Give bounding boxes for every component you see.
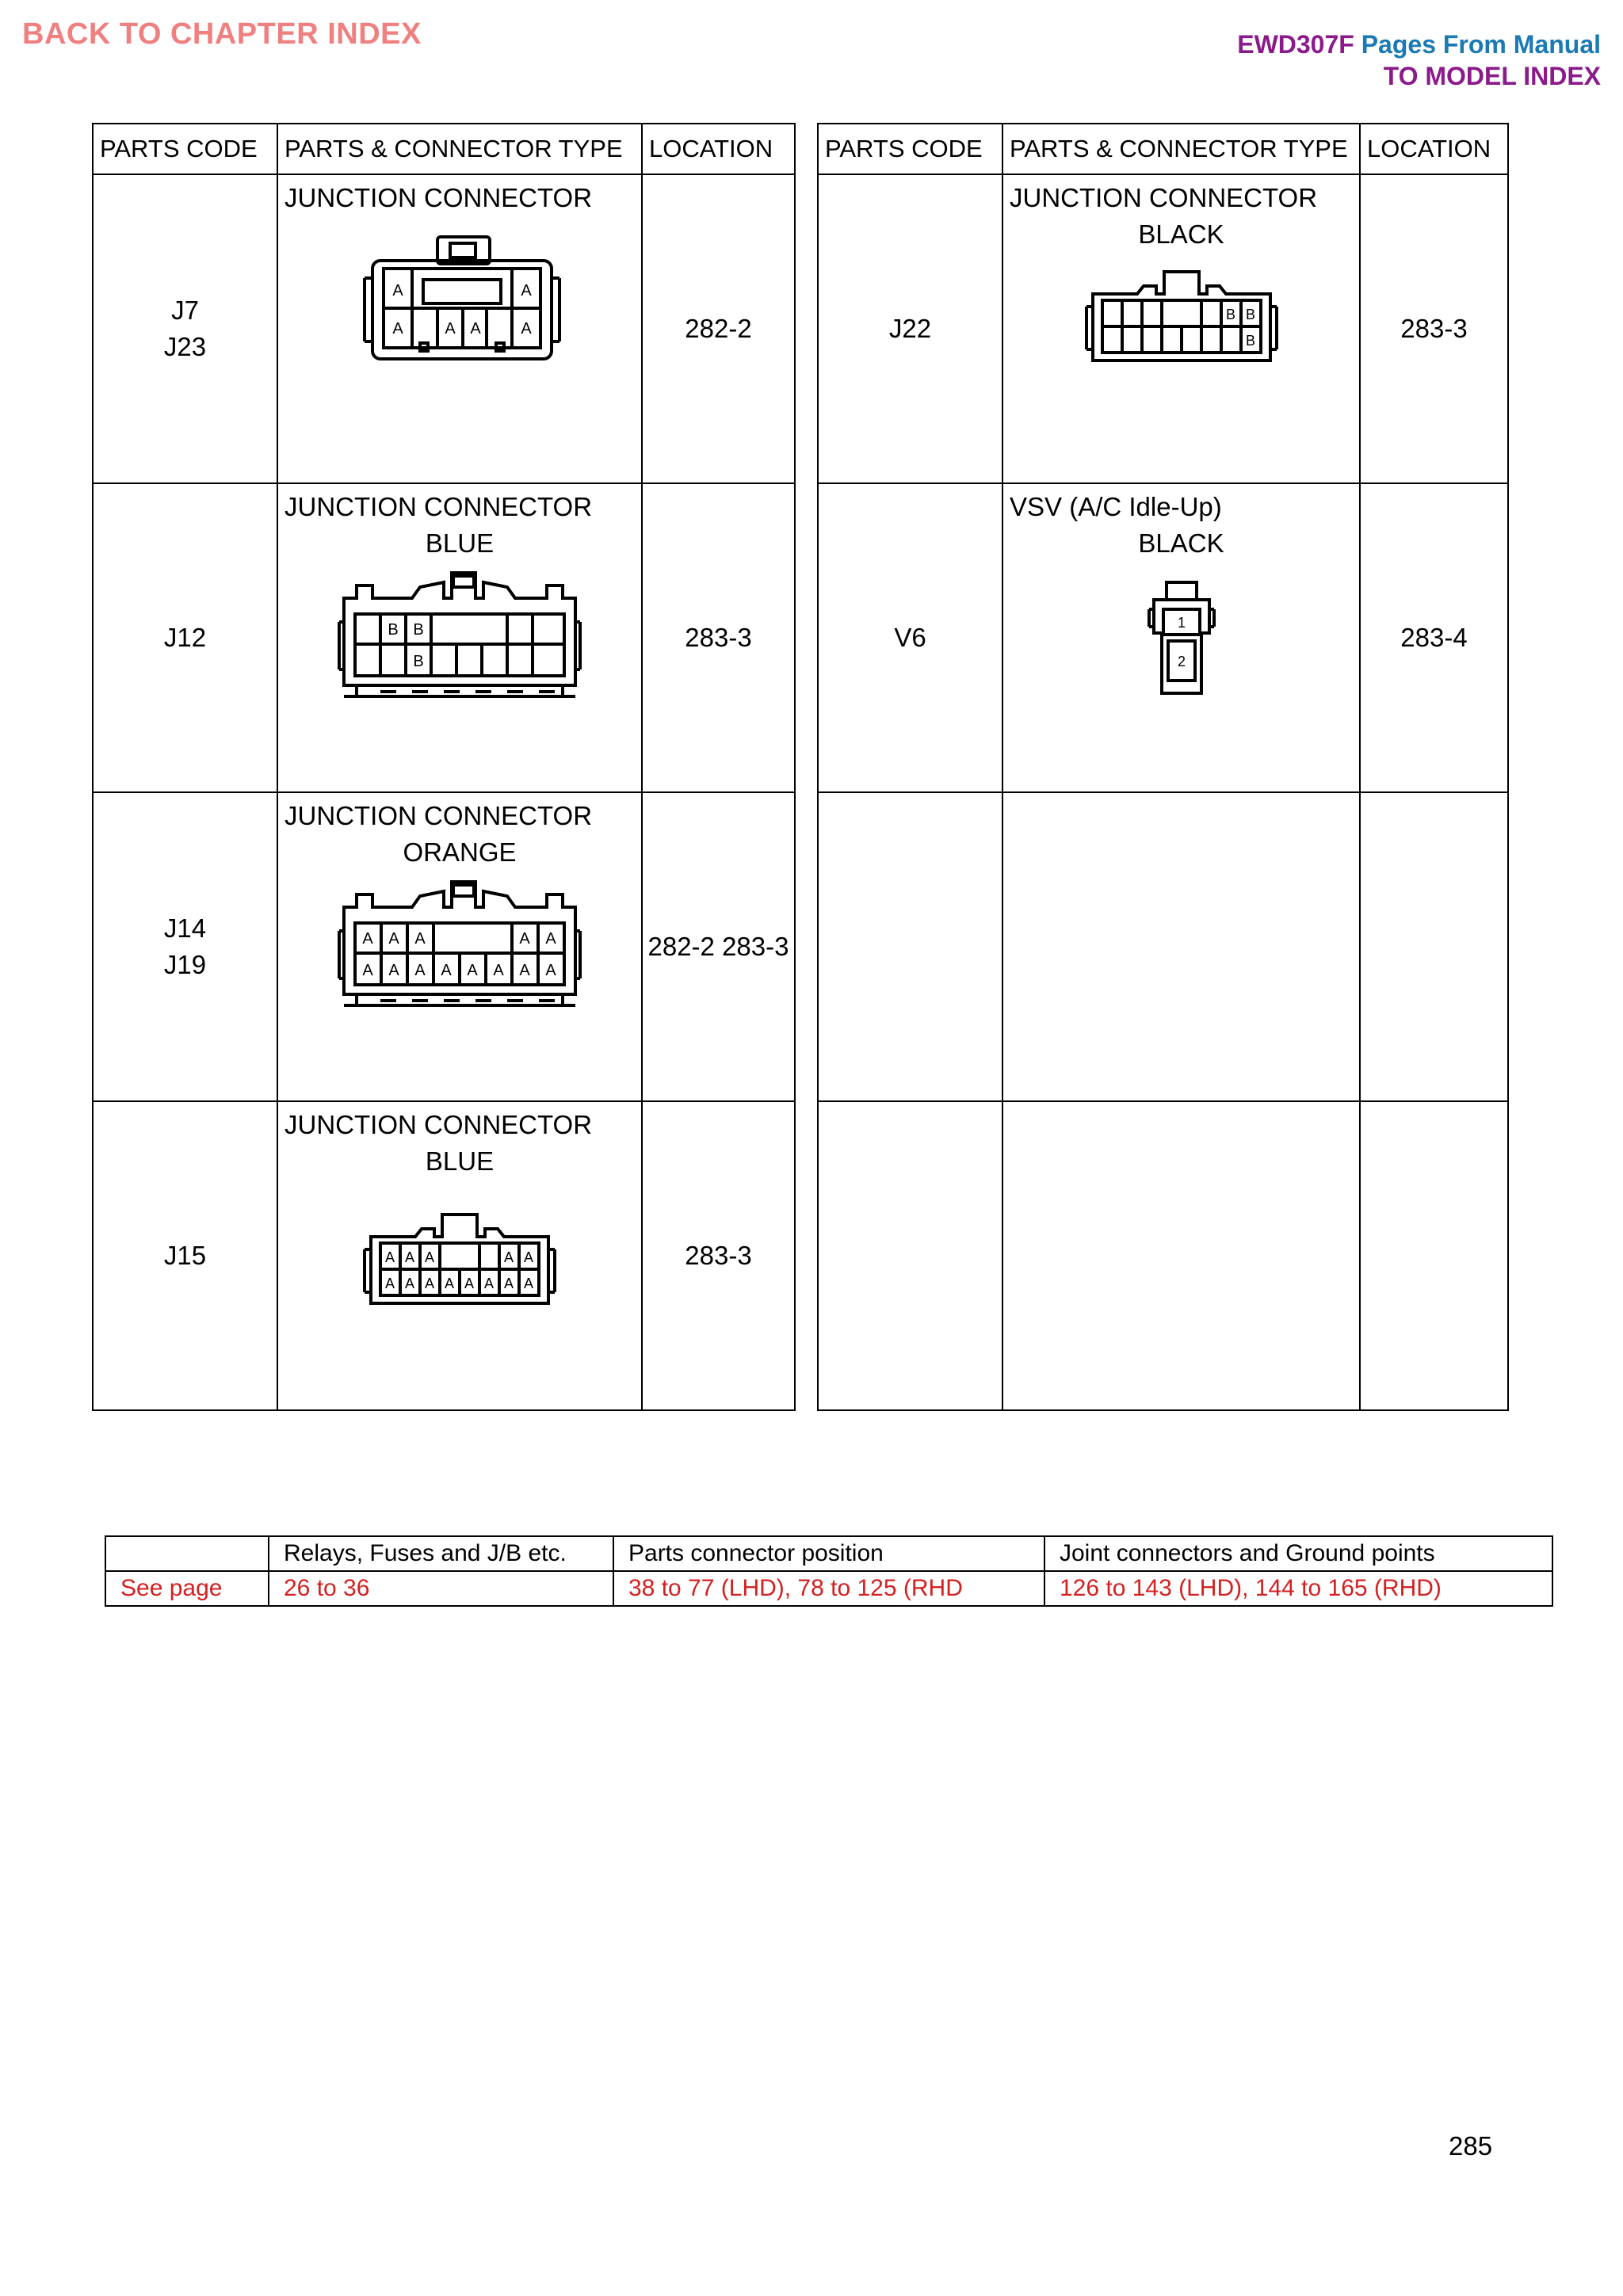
parts-code-cell: [93, 1101, 277, 1410]
pin-label: A: [388, 962, 399, 979]
connector-color: BLUE: [425, 1146, 495, 1176]
pin-label: A: [519, 930, 530, 948]
pin-label: A: [392, 320, 403, 338]
col-header-parts-type: PARTS & CONNECTOR TYPE: [277, 124, 642, 174]
pin-label: A: [414, 930, 426, 948]
pin-label: A: [362, 930, 373, 948]
pin-label: A: [493, 962, 504, 979]
see-page-link-parts-position[interactable]: 38 to 77 (LHD), 78 to 125 (RHD: [613, 1571, 1044, 1606]
pin-label: A: [444, 1276, 455, 1291]
see-page-label: See page: [105, 1571, 269, 1606]
parts-code: J14: [163, 913, 207, 943]
col-header-parts-type: PARTS & CONNECTOR TYPE: [1002, 124, 1360, 174]
location-cell: [1360, 1101, 1508, 1410]
col-header-location: LOCATION: [1360, 124, 1508, 174]
connector-blue-a-drawing: [357, 1210, 563, 1313]
pages-from-manual-link[interactable]: Pages From Manual: [1361, 30, 1601, 59]
pin-label: A: [424, 1276, 435, 1291]
pin-label: A: [521, 320, 532, 338]
connector-type: JUNCTION CONNECTOR: [285, 1110, 593, 1139]
pin-label: A: [404, 1276, 415, 1291]
pin-label: 2: [1177, 654, 1186, 669]
parts-code-cell: [93, 174, 277, 483]
table-row: [818, 1101, 1508, 1410]
parts-type-cell: [1002, 483, 1360, 792]
pin-label: A: [404, 1249, 415, 1265]
pin-label: B: [1245, 307, 1255, 322]
pin-label: B: [388, 621, 399, 639]
header-right: [1237, 29, 1601, 92]
location-cell: 282-2 283-3: [642, 792, 795, 1101]
location-cell: 283-3: [1360, 174, 1508, 483]
to-model-index-link[interactable]: TO MODEL INDEX: [1383, 62, 1601, 90]
parts-code-cell: [818, 174, 1002, 483]
pin-label: A: [521, 282, 532, 299]
see-page-header: Parts connector position: [613, 1536, 1044, 1571]
table-row: [818, 483, 1508, 792]
see-page-header-row: [105, 1536, 1552, 1571]
table-row: [818, 792, 1508, 1101]
connector-color: BLACK: [1138, 219, 1224, 249]
connector-color: BLUE: [425, 528, 495, 558]
col-header-parts-code: PARTS CODE: [93, 124, 277, 174]
location-cell: [1360, 792, 1508, 1101]
pin-label: A: [523, 1276, 534, 1291]
parts-code-cell: [818, 483, 1002, 792]
manual-code: EWD307F: [1237, 30, 1354, 59]
connector-type: JUNCTION CONNECTOR: [1010, 183, 1318, 212]
parts-code: J15: [163, 1241, 207, 1270]
connector-color: BLACK: [1138, 528, 1224, 558]
parts-type-cell: [277, 1101, 642, 1410]
parts-code: V6: [894, 623, 926, 652]
see-page-link-relays[interactable]: 26 to 36: [269, 1571, 613, 1606]
connector-2pin-drawing: [1146, 578, 1217, 704]
back-to-chapter-index-link[interactable]: BACK TO CHAPTER INDEX: [22, 17, 422, 51]
pin-label: A: [545, 962, 556, 979]
pin-label: A: [470, 320, 481, 338]
pin-label: A: [503, 1249, 514, 1265]
col-header-parts-code: PARTS CODE: [818, 124, 1002, 174]
location-cell: 283-4: [1360, 483, 1508, 792]
table-row: [93, 1101, 795, 1410]
see-page-header: Relays, Fuses and J/B etc.: [269, 1536, 613, 1571]
parts-type-cell: [277, 483, 642, 792]
page-number: 285: [1449, 2131, 1493, 2161]
pin-label: A: [503, 1276, 514, 1291]
pin-label: A: [414, 962, 426, 979]
see-page-header: [105, 1536, 269, 1571]
see-page-header: Joint connectors and Ground points: [1044, 1536, 1552, 1571]
pin-label: A: [384, 1249, 395, 1265]
location-cell: 283-3: [642, 1101, 795, 1410]
connector-type: JUNCTION CONNECTOR: [285, 801, 593, 830]
pin-label: A: [467, 962, 478, 979]
table-row: [93, 174, 795, 483]
pin-label: B: [1225, 307, 1235, 322]
table-row: [818, 174, 1508, 483]
parts-code: J12: [163, 623, 207, 652]
connector-type: JUNCTION CONNECTOR: [285, 492, 593, 521]
connector-8pin-drawing: [357, 231, 563, 373]
parts-type-cell: [1002, 792, 1360, 1101]
connector-color: ORANGE: [403, 837, 517, 867]
parts-type-cell: [277, 174, 642, 483]
connector-black-b-drawing: [1079, 267, 1285, 370]
see-page-link-joint-connectors[interactable]: 126 to 143 (LHD), 144 to 165 (RHD): [1044, 1571, 1552, 1606]
parts-code: J23: [163, 332, 207, 361]
pin-label: A: [483, 1276, 495, 1291]
parts-code: J19: [163, 950, 207, 979]
connector-blue-b-drawing: [333, 566, 586, 709]
parts-type-cell: [277, 792, 642, 1101]
pin-label: A: [464, 1276, 475, 1291]
pin-label: A: [523, 1249, 534, 1265]
parts-type-cell: [1002, 174, 1360, 483]
parts-type-cell: [1002, 1101, 1360, 1410]
table-row: [93, 483, 795, 792]
right-parts-table: [817, 123, 1509, 1411]
location-cell: 282-2: [642, 174, 795, 483]
parts-code: J7: [171, 296, 199, 325]
col-header-location: LOCATION: [642, 124, 795, 174]
pin-label: A: [519, 962, 530, 979]
left-parts-table: [92, 123, 796, 1411]
pin-label: B: [1245, 333, 1255, 349]
pin-label: A: [545, 930, 556, 948]
pin-label: A: [392, 282, 403, 299]
pin-label: A: [445, 320, 456, 338]
connector-type: VSV (A/C Idle-Up): [1010, 492, 1222, 521]
pin-label: B: [413, 653, 424, 670]
pin-label: A: [388, 930, 399, 948]
pin-label: A: [424, 1249, 435, 1265]
parts-code-cell: [818, 792, 1002, 1101]
parts-code: J22: [888, 314, 932, 343]
parts-code-cell: [818, 1101, 1002, 1410]
connector-orange-a-drawing: [333, 875, 586, 1018]
pin-label: A: [362, 962, 373, 979]
connector-type: JUNCTION CONNECTOR: [285, 183, 593, 212]
pin-label: 1: [1177, 615, 1186, 631]
see-page-table: [105, 1535, 1553, 1607]
table-row: [93, 792, 795, 1101]
parts-code-cell: [93, 792, 277, 1101]
location-cell: 283-3: [642, 483, 795, 792]
see-page-values-row: [105, 1571, 1552, 1606]
pin-label: A: [441, 962, 452, 979]
parts-code-cell: [93, 483, 277, 792]
pin-label: A: [384, 1276, 395, 1291]
pin-label: B: [413, 621, 424, 639]
